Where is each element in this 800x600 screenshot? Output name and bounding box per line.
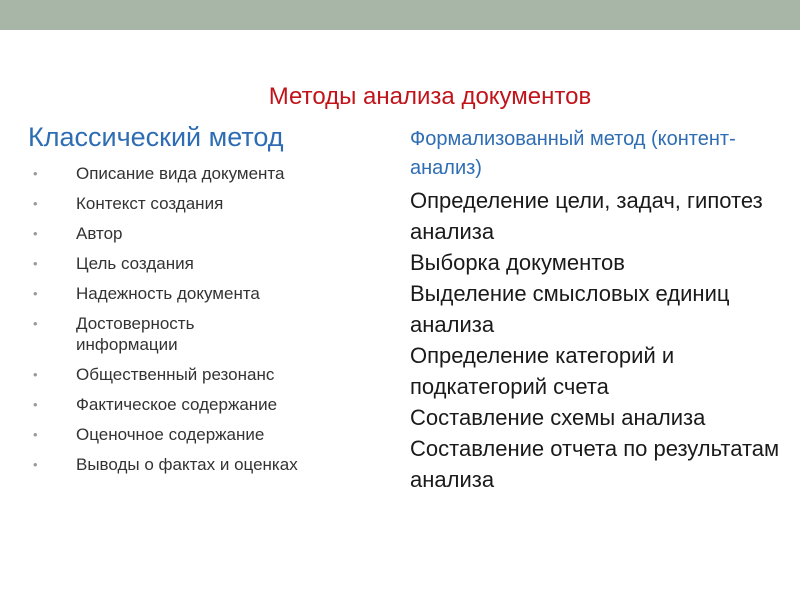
list-item — [28, 424, 388, 445]
list-item-text: Общественный резонанс — [76, 365, 275, 384]
list-item — [28, 454, 388, 475]
list-item: Определение категорий и подкатегорий счета — [410, 343, 675, 399]
formal-method-heading: Формализованный метод (контент-анализ) — [410, 128, 736, 179]
list-item-text: Достоверность информации — [76, 314, 195, 354]
list-item-text: Выводы о фактах и оценках — [76, 455, 298, 474]
bullet-dot-icon: • — [33, 196, 38, 211]
list-item — [28, 193, 388, 214]
list-item: Выборка документов — [410, 250, 625, 275]
list-item-text: Надежность документа — [76, 284, 260, 303]
bullet-dot-icon: • — [33, 256, 38, 271]
list-item: Определение цели, задач, гипотез анализа — [410, 188, 763, 244]
list-item — [28, 394, 388, 415]
bullet-dot-icon: • — [33, 457, 38, 472]
bullet-dot-icon: • — [33, 367, 38, 382]
list-item — [28, 283, 388, 304]
bullet-dot-icon: • — [33, 427, 38, 442]
classic-method-column — [28, 122, 388, 484]
top-bar — [0, 0, 800, 30]
classic-method-heading: Классический метод — [28, 122, 284, 152]
list-item-text: Фактическое содержание — [76, 395, 278, 414]
formal-method-list — [410, 185, 790, 495]
list-item: Выделение смысловых единиц анализа — [410, 281, 730, 337]
list-item-text: Контекст создания — [76, 194, 224, 213]
classic-method-list — [28, 163, 388, 475]
bullet-dot-icon: • — [33, 226, 38, 241]
bullet-dot-icon: • — [33, 286, 38, 301]
list-item — [28, 313, 388, 355]
bullet-dot-icon: • — [33, 316, 38, 331]
list-item — [28, 253, 388, 274]
list-item-text: Оценочное содержание — [76, 425, 265, 444]
list-item-text: Описание вида документа — [76, 164, 285, 183]
formal-method-column — [410, 125, 790, 495]
list-item — [28, 364, 388, 385]
list-item-text: Цель создания — [76, 254, 194, 273]
list-item: Составление отчета по результатам анализа — [410, 436, 780, 492]
list-item — [28, 223, 388, 244]
list-item: Составление схемы анализа — [410, 405, 706, 430]
bullet-dot-icon: • — [33, 166, 38, 181]
list-item-text: Автор — [76, 224, 123, 243]
slide-title: Методы анализа документов — [268, 83, 592, 110]
bullet-dot-icon: • — [33, 397, 38, 412]
list-item — [28, 163, 388, 184]
